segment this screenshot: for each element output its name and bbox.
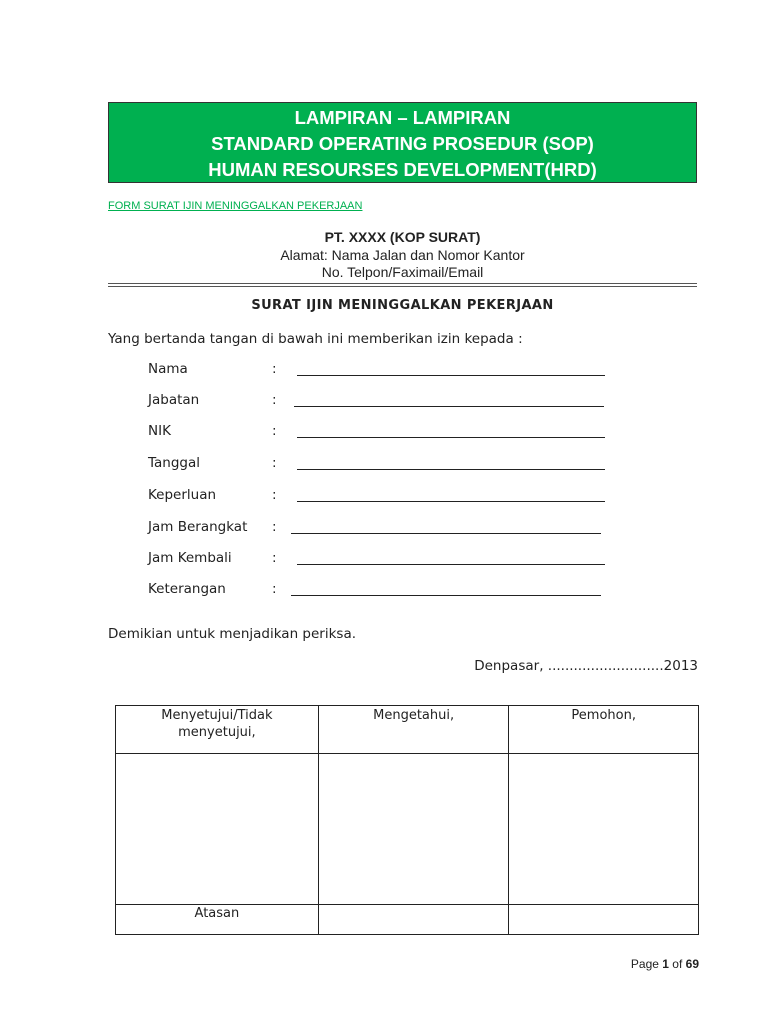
page-prefix: Page — [630, 957, 663, 971]
field-colon: : — [272, 519, 277, 535]
company-address: Alamat: Nama Jalan dan Nomor Kantor — [280, 247, 525, 263]
field-colon: : — [272, 392, 277, 408]
field-label-nama: Nama — [148, 361, 188, 377]
footer-cell-acknowledged — [318, 905, 509, 935]
letterhead-rule-top — [108, 283, 697, 284]
field-colon: : — [272, 581, 277, 597]
field-input-tanggal[interactable] — [297, 469, 605, 470]
banner-line-3: HUMAN RESOURSES DEVELOPMENT(HRD) — [208, 159, 597, 180]
field-input-jam-berangkat[interactable] — [291, 533, 601, 534]
field-input-nama[interactable] — [297, 375, 605, 376]
footer-cell-applicant — [509, 905, 699, 935]
page-current: 1 — [662, 957, 669, 971]
field-input-nik[interactable] — [297, 437, 605, 438]
signature-cell-acknowledged[interactable] — [318, 754, 509, 905]
field-input-keterangan[interactable] — [291, 595, 601, 596]
letter-title: SURAT IJIN MENINGGALKAN PEKERJAAN — [251, 298, 554, 313]
field-colon: : — [272, 550, 277, 566]
signature-cell-approval[interactable] — [116, 754, 319, 905]
header-cell-acknowledged: Mengetahui, — [318, 706, 509, 754]
field-input-jabatan[interactable] — [294, 406, 604, 407]
field-colon: : — [272, 487, 277, 503]
signature-cell-applicant[interactable] — [509, 754, 699, 905]
field-label-keterangan: Keterangan — [148, 581, 226, 597]
closing-text: Demikian untuk menjadikan periksa. — [108, 626, 357, 642]
intro-text: Yang bertanda tangan di bawah ini memberikan izin kepada : — [108, 331, 523, 347]
field-label-nik: NIK — [148, 423, 171, 439]
banner-line-1: LAMPIRAN – LAMPIRAN — [294, 107, 511, 128]
page-middle: of — [668, 957, 686, 971]
company-contact: No. Telpon/Faximail/Email — [321, 264, 484, 280]
field-colon: : — [272, 361, 277, 377]
header-cell-approval: Menyetujui/Tidak menyetujui, — [116, 706, 319, 754]
field-colon: : — [272, 423, 277, 439]
place-date: Denpasar, ...........................2013 — [474, 658, 698, 674]
header-banner — [108, 102, 697, 183]
field-label-tanggal: Tanggal — [148, 455, 201, 471]
company-name: PT. XXXX (KOP SURAT) — [324, 229, 481, 245]
footer-cell-approval: Atasan — [116, 905, 319, 935]
field-label-jam-berangkat: Jam Berangkat — [148, 519, 248, 535]
banner-line-2: STANDARD OPERATING PROSEDUR (SOP) — [211, 133, 594, 154]
field-input-jam-kembali[interactable] — [297, 564, 605, 565]
field-input-keperluan[interactable] — [297, 501, 605, 502]
form-title-link[interactable]: FORM SURAT IJIN MENINGGALKAN PEKERJAAN — [108, 200, 363, 212]
letterhead-rule-bottom — [108, 286, 697, 287]
signature-table — [115, 705, 699, 935]
field-label-keperluan: Keperluan — [148, 487, 217, 503]
field-label-jabatan: Jabatan — [148, 392, 200, 408]
page-number — [631, 957, 699, 971]
header-cell-applicant: Pemohon, — [509, 706, 699, 754]
page-total: 69 — [685, 957, 699, 971]
field-label-jam-kembali: Jam Kembali — [148, 550, 232, 566]
field-colon: : — [272, 455, 277, 471]
